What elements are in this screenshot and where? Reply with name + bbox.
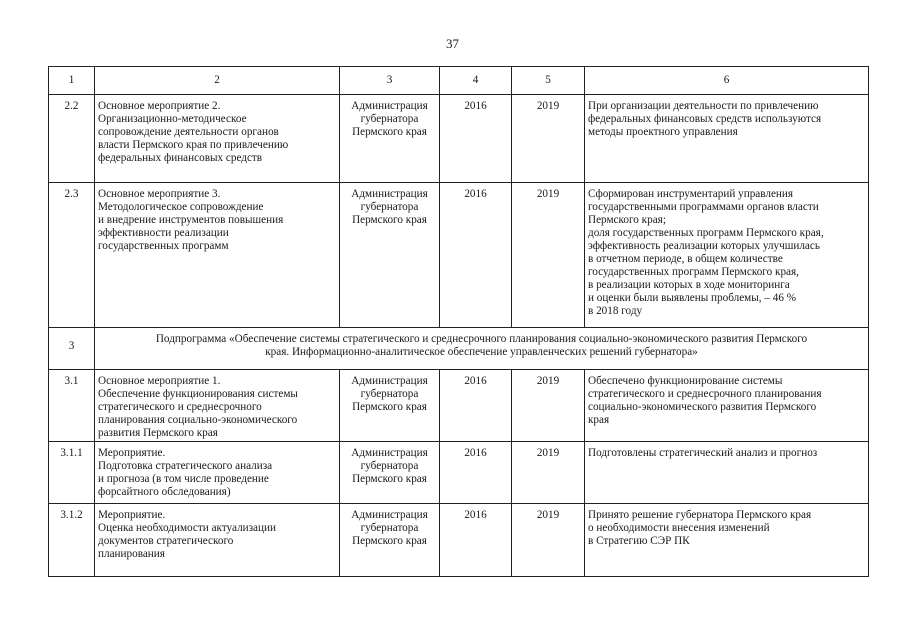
result-cell — [585, 95, 869, 183]
result-cell — [585, 504, 869, 577]
start-year: 2016 — [440, 95, 512, 183]
activity-line: Мероприятие. — [98, 447, 166, 459]
responsible-cell — [340, 442, 440, 504]
table-row — [49, 370, 869, 442]
result-line: о необходимости внесения изменений — [588, 522, 770, 534]
activity-cell — [95, 504, 340, 577]
page-number: 37 — [446, 36, 459, 51]
row-number: 3 — [49, 328, 95, 370]
result-cell — [585, 183, 869, 328]
activity-line: стратегического и среднесрочного — [98, 401, 262, 413]
result-line: и оценки были выявлены проблемы, – 46 % — [588, 292, 797, 304]
responsible-line: губернатора — [360, 113, 419, 125]
result-line: в 2018 году — [588, 305, 643, 317]
responsible-line: Администрация — [351, 188, 428, 200]
result-line: социально-экономического развития Пермского — [588, 401, 817, 413]
subprogram-row — [49, 328, 869, 370]
responsible-line: Администрация — [351, 447, 428, 459]
row-number: 2.3 — [49, 183, 95, 328]
row-number: 3.1.2 — [49, 504, 95, 577]
responsible-cell — [340, 504, 440, 577]
activity-line: эффективности реализации — [98, 227, 229, 239]
activity-line: и внедрение инструментов повышения — [98, 214, 284, 226]
responsible-line: Администрация — [351, 100, 428, 112]
activity-line: развития Пермского края — [98, 427, 218, 439]
activity-line: государственных программ — [98, 240, 229, 252]
activity-line: планирования — [98, 548, 165, 560]
column-header: 2 — [95, 67, 340, 95]
start-year: 2016 — [440, 183, 512, 328]
responsible-cell — [340, 183, 440, 328]
result-cell — [585, 370, 869, 442]
responsible-line: губернатора — [360, 201, 419, 213]
activity-line: Оценка необходимости актуализации — [98, 522, 276, 534]
end-year: 2019 — [512, 370, 585, 442]
activity-line: сопровождение деятельности органов — [98, 126, 279, 138]
column-header: 3 — [340, 67, 440, 95]
activity-line: и прогноза (в том числе проведение — [98, 473, 269, 485]
result-line: края — [588, 414, 610, 426]
result-line: эффективность реализации которых улучшилась — [588, 240, 820, 252]
activity-line: планирования социально-экономического — [98, 414, 298, 426]
start-year: 2016 — [440, 370, 512, 442]
responsible-cell — [340, 370, 440, 442]
column-header: 5 — [512, 67, 585, 95]
result-line: в Стратегию СЭР ПК — [588, 535, 690, 547]
responsible-cell — [340, 95, 440, 183]
column-header: 6 — [585, 67, 869, 95]
activity-cell — [95, 442, 340, 504]
activity-cell — [95, 370, 340, 442]
row-number: 2.2 — [49, 95, 95, 183]
activity-line: форсайтного обследования) — [98, 486, 231, 498]
result-line: в отчетном периоде, в общем количестве — [588, 253, 783, 265]
column-header: 1 — [49, 67, 95, 95]
result-line: методы проектного управления — [588, 126, 738, 138]
responsible-line: Пермского края — [352, 401, 427, 413]
table-row — [49, 95, 869, 183]
column-header: 4 — [440, 67, 512, 95]
result-line: федеральных финансовых средств используются — [588, 113, 822, 125]
result-line: в реализации которых в ходе мониторинга — [588, 279, 790, 291]
result-line: Подготовлены стратегический анализ и прогноз — [588, 447, 818, 459]
table-row — [49, 504, 869, 577]
responsible-line: Пермского края — [352, 214, 427, 226]
activity-line: Методологическое сопровождение — [98, 201, 264, 213]
activity-cell — [95, 183, 340, 328]
activity-line: власти Пермского края по привлечению — [98, 139, 289, 151]
subprogram-line: края. Информационно-аналитическое обеспечение управленческих решений губернатора» — [265, 346, 698, 358]
subprogram-line: Подпрограмма «Обеспечение системы стратегического и среднесрочного планирования социально-экономического развития Пермского — [155, 333, 808, 345]
row-number: 3.1 — [49, 370, 95, 442]
activity-line: документов стратегического — [98, 535, 234, 547]
result-line: государственных программ Пермского края, — [588, 266, 799, 278]
activity-line: Обеспечение функционирования системы — [98, 388, 298, 400]
activity-line: Основное мероприятие 3. — [98, 188, 221, 200]
table-row — [49, 183, 869, 328]
result-line: государственными программами органов власти — [588, 201, 819, 213]
activity-line: федеральных финансовых средств — [98, 152, 263, 164]
result-line: стратегического и среднесрочного планирования — [588, 388, 822, 400]
responsible-line: губернатора — [360, 388, 419, 400]
responsible-line: Пермского края — [352, 473, 427, 485]
responsible-line: губернатора — [360, 522, 419, 534]
end-year: 2019 — [512, 95, 585, 183]
end-year: 2019 — [512, 183, 585, 328]
result-line: Обеспечено функционирование системы — [588, 375, 783, 387]
activity-line: Подготовка стратегического анализа — [98, 460, 273, 472]
responsible-line: Администрация — [351, 509, 428, 521]
result-line: Принято решение губернатора Пермского края — [588, 509, 812, 521]
responsible-line: губернатора — [360, 460, 419, 472]
result-line: Сформирован инструментарий управления — [588, 188, 794, 200]
result-line: При организации деятельности по привлечению — [588, 100, 819, 112]
table-row — [49, 442, 869, 504]
responsible-line: Администрация — [351, 375, 428, 387]
responsible-line: Пермского края — [352, 126, 427, 138]
activity-line: Организационно-методическое — [98, 113, 247, 125]
start-year: 2016 — [440, 504, 512, 577]
result-line: Пермского края; — [588, 214, 666, 226]
result-line: доля государственных программ Пермского края, — [588, 227, 824, 239]
measures-table — [48, 66, 869, 577]
activity-line: Основное мероприятие 1. — [98, 375, 221, 387]
result-cell — [585, 442, 869, 504]
responsible-line: Пермского края — [352, 535, 427, 547]
start-year: 2016 — [440, 442, 512, 504]
header-row — [49, 67, 869, 95]
end-year: 2019 — [512, 442, 585, 504]
row-number: 3.1.1 — [49, 442, 95, 504]
activity-line: Основное мероприятие 2. — [98, 100, 221, 112]
end-year: 2019 — [512, 504, 585, 577]
activity-cell — [95, 95, 340, 183]
activity-line: Мероприятие. — [98, 509, 166, 521]
subprogram-title — [95, 328, 869, 370]
